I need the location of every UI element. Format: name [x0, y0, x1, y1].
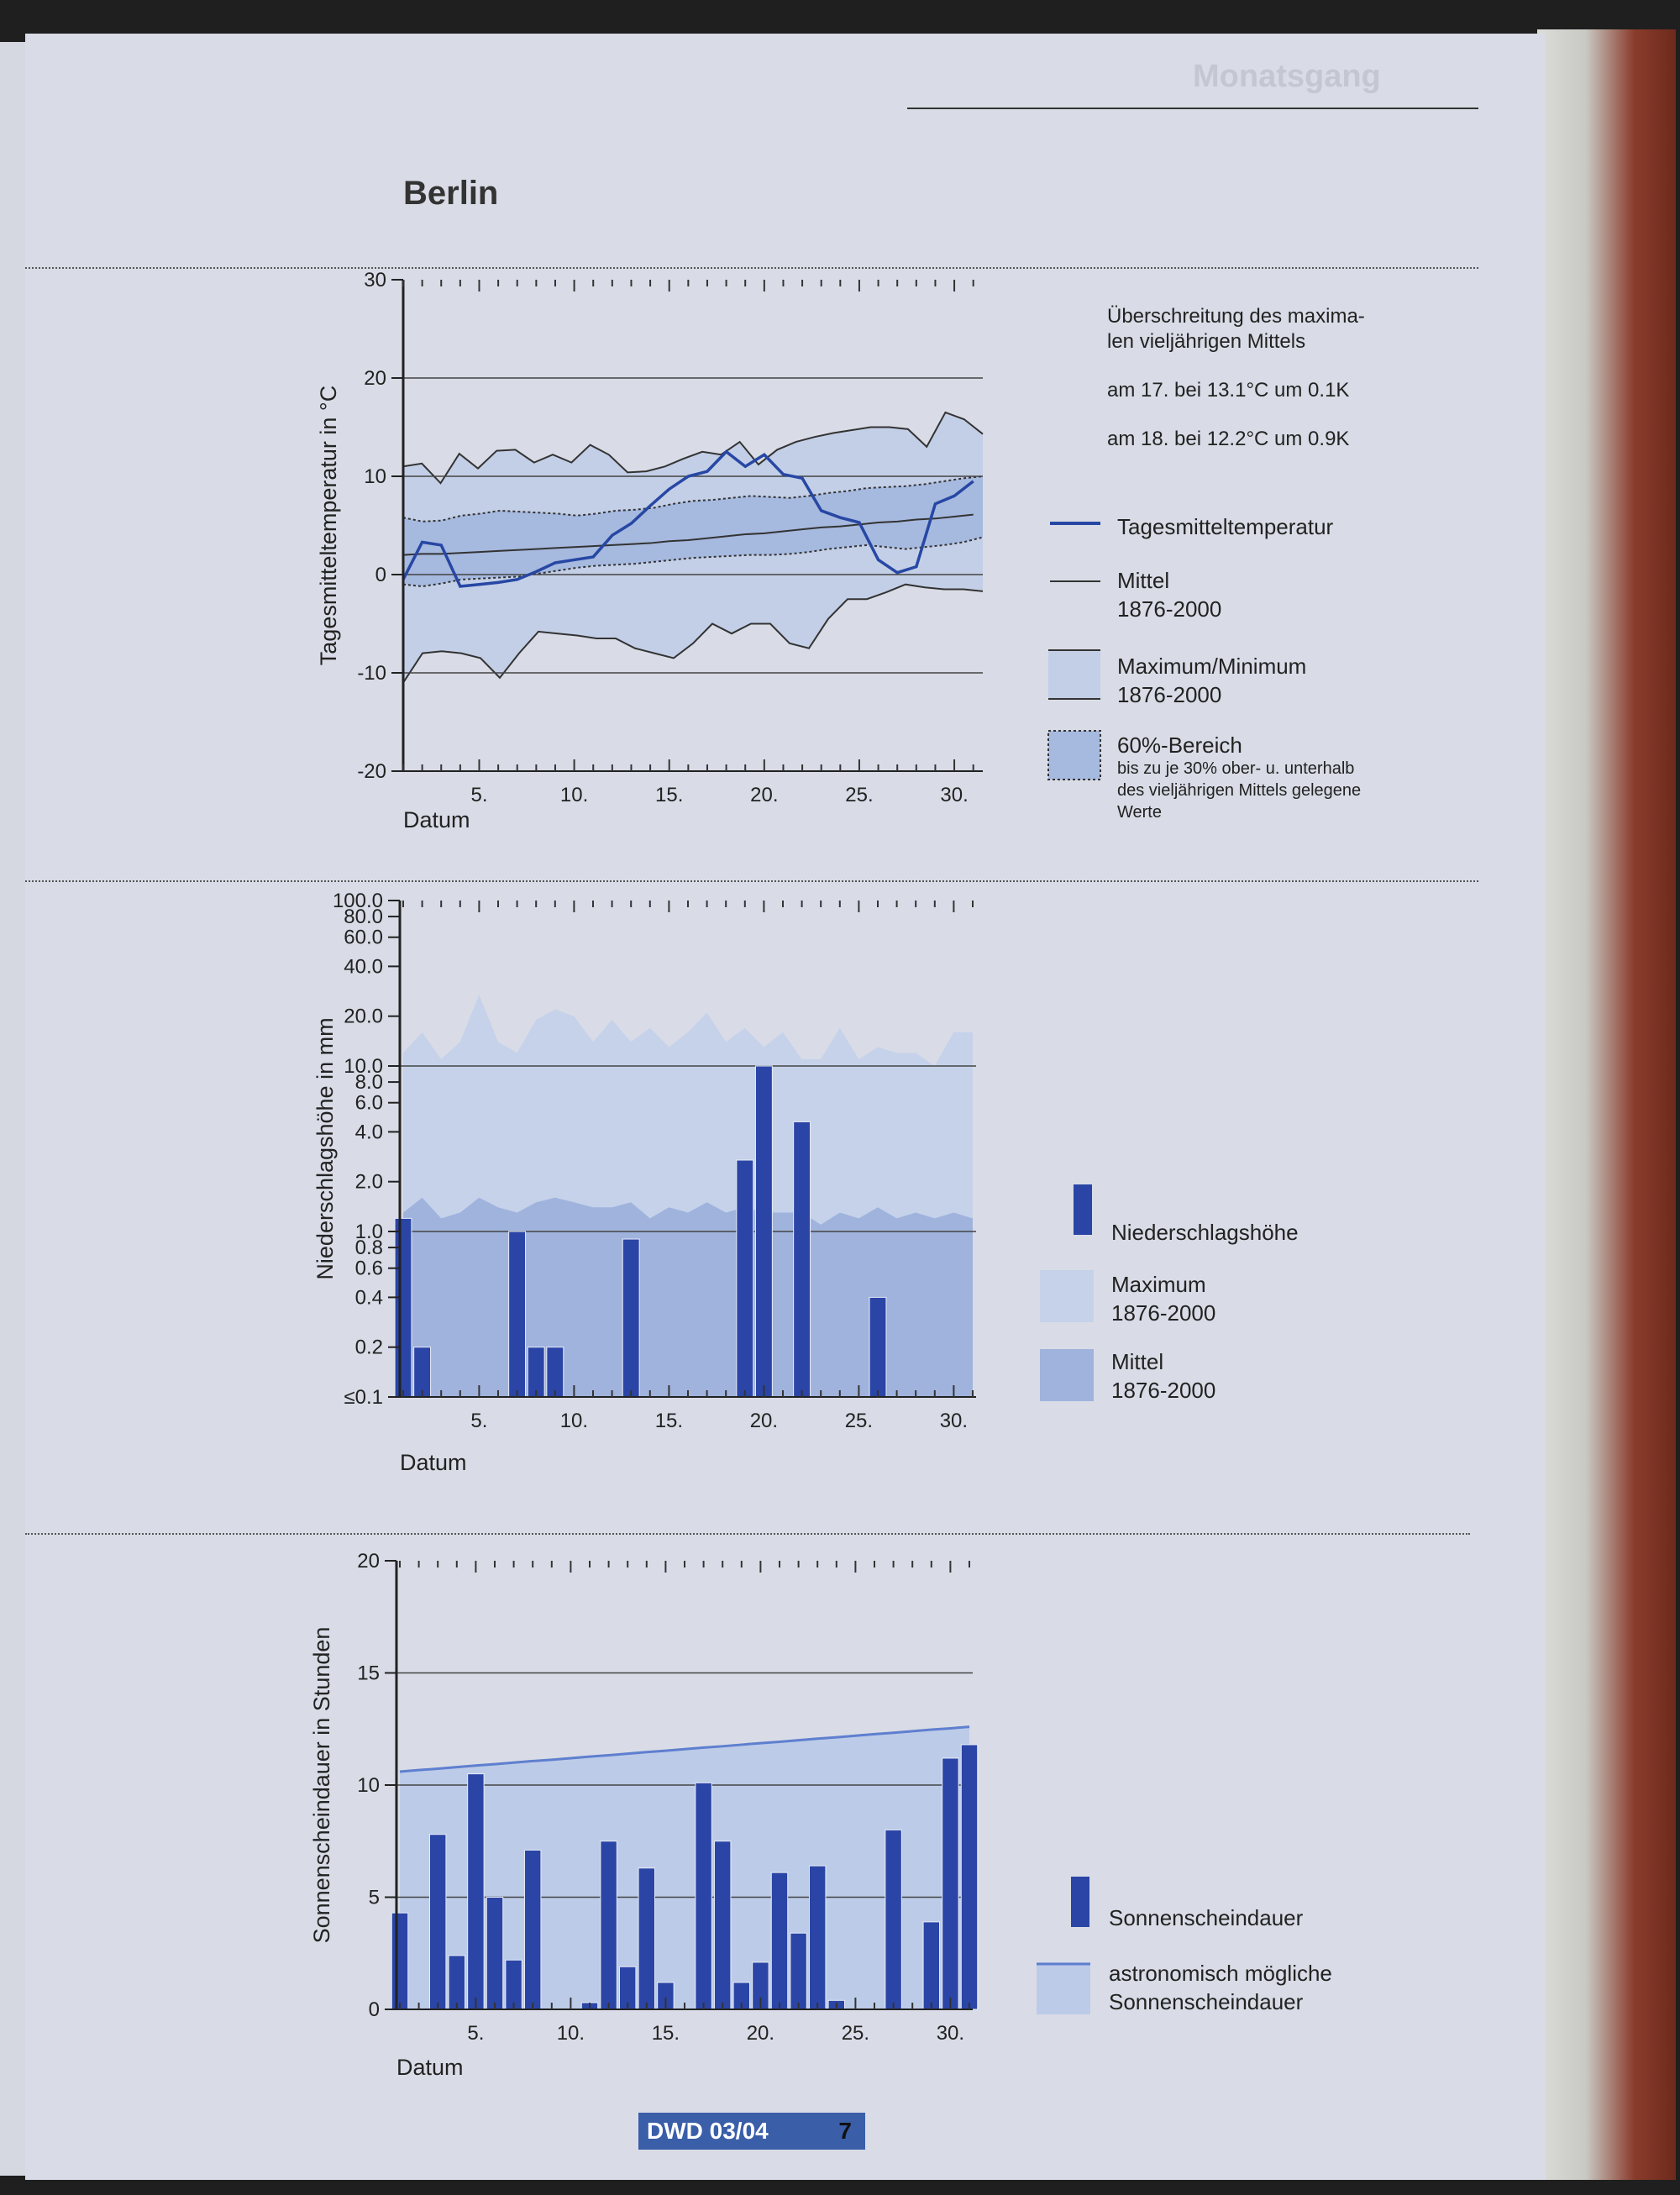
- legend-pmax-period: 1876-2000: [1111, 1300, 1216, 1326]
- y-axis-title: Sonnenscheindauer in Stunden: [309, 1626, 334, 1944]
- legend-pmean-title: Mittel: [1111, 1349, 1164, 1374]
- legend-range60-desc2: des vieljährigen Mittels gelegene: [1117, 781, 1362, 800]
- sunshine-bar: [486, 1898, 502, 2010]
- legend-maxmin-title: Maximum/Minimum: [1117, 654, 1307, 679]
- precip-bar: [755, 1066, 772, 1397]
- y-axis-title: Niederschlagshöhe in mm: [312, 1017, 338, 1280]
- y-tick-label: 6.0: [354, 1091, 383, 1115]
- legend-range60-desc: [1117, 758, 1361, 823]
- legend-range60-swatch: [1048, 731, 1100, 780]
- x-tick-label: 10.: [556, 2022, 585, 2045]
- y-tick-label: 60.0: [344, 926, 383, 949]
- y-tick-label: 8.0: [354, 1071, 383, 1095]
- precip-bar: [528, 1347, 544, 1397]
- sunshine-bar: [601, 1841, 617, 2009]
- legend-pmax-swatch: [1040, 1270, 1094, 1322]
- x-tick-label: 5.: [467, 2022, 485, 2045]
- x-tick-label: 10.: [559, 784, 589, 806]
- y-tick-label: 0.4: [354, 1286, 383, 1310]
- x-tick-label: 5.: [470, 1410, 488, 1432]
- page-title: Berlin: [403, 175, 499, 212]
- x-tick-label: 15.: [655, 784, 684, 806]
- exceed-note-2: am 18. bei 12.2°C um 0.9K: [1107, 428, 1350, 450]
- x-axis-title: Datum: [396, 2055, 464, 2080]
- x-axis-title: Datum: [400, 1450, 467, 1475]
- precip-bar: [509, 1231, 526, 1397]
- sunshine-bar: [506, 1960, 522, 2009]
- section-heading: Monatsgang: [1193, 59, 1381, 94]
- legend-astro-line1: astronomisch mögliche: [1109, 1961, 1332, 1986]
- legend-astro-swatch: [1037, 1962, 1090, 2014]
- x-tick-label: 25.: [844, 1410, 874, 1432]
- legend-maxmin-swatch: [1048, 650, 1100, 699]
- y-tick-label: -20: [357, 760, 386, 783]
- y-tick-label: 0.6: [354, 1257, 383, 1280]
- x-tick-label: 20.: [750, 784, 779, 806]
- legend-astro-label: [1109, 1959, 1332, 2016]
- y-tick-label: 10.0: [344, 1055, 383, 1078]
- x-tick-label: 5.: [470, 784, 488, 806]
- sunshine-bar: [923, 1922, 939, 2009]
- legend-pmean-period: 1876-2000: [1111, 1378, 1216, 1403]
- y-tick-label: 5: [368, 1886, 380, 1909]
- legend-precip-swatch: [1074, 1184, 1092, 1235]
- legend-mean-period: 1876-2000: [1117, 596, 1222, 622]
- footer-label: DWD 03/04: [647, 2118, 769, 2144]
- y-tick-label: 0: [368, 1998, 380, 2021]
- precip-bar: [395, 1218, 412, 1397]
- y-tick-label: ≤0.1: [344, 1386, 383, 1409]
- legend-precip-label: Niederschlagshöhe: [1111, 1220, 1299, 1245]
- x-tick-label: 30.: [939, 1410, 969, 1432]
- legend-temp-line-label: Tagesmitteltemperatur: [1117, 514, 1334, 539]
- legend-pmean-label: [1111, 1347, 1215, 1405]
- y-tick-label: 0.8: [354, 1237, 383, 1260]
- legend-pmean-swatch: [1040, 1349, 1094, 1401]
- x-axis-title: Datum: [403, 807, 470, 832]
- y-tick-label: 10: [364, 465, 386, 488]
- x-tick-label: 10.: [559, 1410, 589, 1432]
- y-tick-label: 20: [357, 1550, 380, 1573]
- precip-bar: [622, 1239, 639, 1397]
- y-tick-label: 0: [375, 564, 386, 586]
- y-axis-title: Tagesmitteltemperatur in °C: [316, 385, 341, 666]
- x-tick-label: 15.: [654, 1410, 684, 1432]
- legend-maxmin-period: 1876-2000: [1117, 682, 1222, 707]
- legend-range60-desc1: bis zu je 30% ober- u. unterhalb: [1117, 759, 1355, 778]
- legend-astro-line2: Sonnenscheindauer: [1109, 1989, 1304, 2014]
- x-tick-label: 30.: [940, 784, 969, 806]
- sunshine-bar: [524, 1850, 540, 2009]
- sunshine-bar: [942, 1758, 958, 2009]
- page-number: 7: [838, 2118, 852, 2144]
- legend-pmax-label: [1111, 1270, 1215, 1327]
- sunshine-bar: [449, 1956, 465, 2009]
- y-tick-label: 40.0: [344, 955, 383, 979]
- precip-bar: [414, 1347, 431, 1397]
- x-tick-label: 15.: [651, 2022, 680, 2045]
- legend-maxmin-label: [1117, 652, 1306, 709]
- legend-mean-title: Mittel: [1117, 568, 1170, 593]
- sunshine-bar: [790, 1933, 806, 2009]
- temperature-chart: [316, 269, 983, 832]
- y-tick-label: 30: [364, 269, 386, 291]
- sunshine-chart: [309, 1550, 978, 2080]
- y-tick-label: 1.0: [354, 1221, 383, 1243]
- sunshine-bar: [468, 1774, 484, 2009]
- y-tick-label: 100.0: [332, 890, 383, 912]
- exceed-heading-line2: len vieljährigen Mittels: [1107, 330, 1306, 353]
- exceed-note-1: am 17. bei 13.1°C um 0.1K: [1107, 379, 1350, 402]
- precip-mean-area: [403, 1198, 973, 1397]
- sunshine-bar: [429, 1835, 445, 2009]
- y-tick-label: -10: [357, 662, 386, 685]
- sunshine-bar: [714, 1841, 730, 2009]
- y-tick-label: 10: [357, 1774, 380, 1797]
- legend-pmax-title: Maximum: [1111, 1272, 1206, 1297]
- sunshine-bar: [885, 1830, 901, 2009]
- legend-swatches: [1037, 523, 1100, 2014]
- precipitation-chart: [312, 890, 976, 1475]
- precip-bar: [869, 1297, 886, 1397]
- sunshine-bar: [638, 1868, 654, 2009]
- legend-range60-label: 60%-Bereich: [1117, 733, 1242, 758]
- sunshine-bar: [961, 1745, 977, 2009]
- x-tick-label: 25.: [841, 2022, 870, 2045]
- y-tick-label: 15: [357, 1662, 380, 1685]
- x-tick-label: 20.: [749, 1410, 779, 1432]
- sunshine-bar: [391, 1913, 407, 2009]
- y-tick-label: 2.0: [354, 1170, 383, 1194]
- exceed-heading: [1107, 304, 1365, 354]
- legend-range60-desc3: Werte: [1117, 803, 1162, 822]
- exceed-heading-line1: Überschreitung des maxima-: [1107, 305, 1365, 328]
- legend-sun-swatch: [1071, 1877, 1089, 1927]
- precip-bar: [547, 1347, 564, 1397]
- y-tick-label: 20.0: [344, 1005, 383, 1028]
- x-tick-label: 20.: [746, 2022, 775, 2045]
- y-tick-label: 20: [364, 367, 386, 390]
- x-tick-label: 25.: [845, 784, 874, 806]
- y-tick-label: 4.0: [354, 1121, 383, 1144]
- y-tick-label: 0.2: [354, 1336, 383, 1359]
- astro-area: [400, 1727, 969, 2009]
- sunshine-bar: [809, 1866, 825, 2009]
- y-tick-label: 80.0: [344, 906, 383, 929]
- legend-mean-label: [1117, 566, 1221, 623]
- footer-badge: [638, 2113, 865, 2150]
- x-tick-label: 30.: [936, 2022, 965, 2045]
- precip-bar: [794, 1121, 811, 1397]
- legend-sun-label: Sonnenscheindauer: [1109, 1905, 1304, 1930]
- precip-bar: [737, 1160, 753, 1397]
- sunshine-bar: [771, 1872, 787, 2009]
- sunshine-bar: [696, 1783, 711, 2009]
